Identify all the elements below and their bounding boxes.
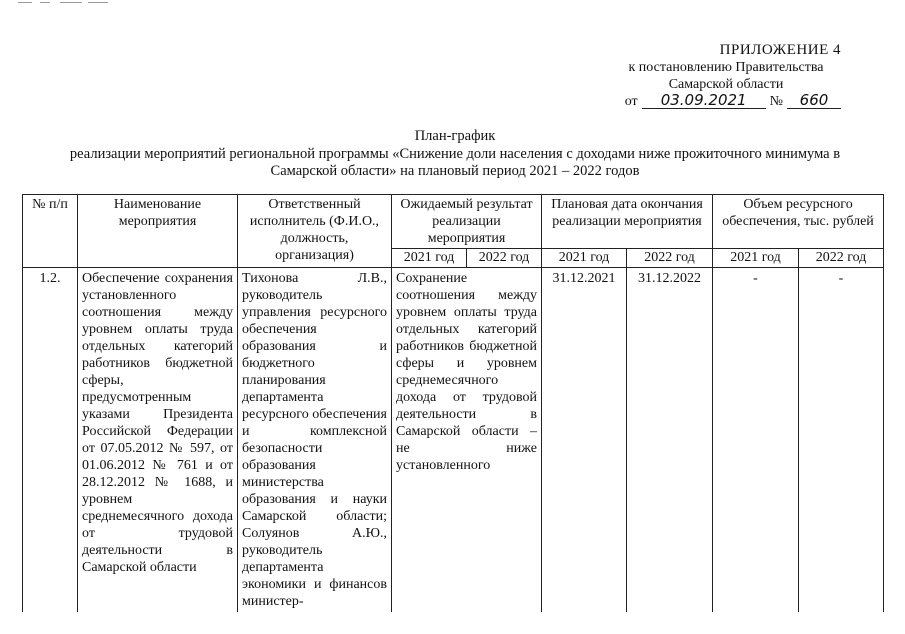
appendix-line-2: Самарской области bbox=[668, 77, 784, 92]
year-result-2022: 2022 год bbox=[467, 249, 542, 268]
appendix-block bbox=[581, 42, 841, 110]
plan-table bbox=[22, 194, 884, 612]
number-label: № bbox=[769, 94, 783, 109]
year-result-2021: 2021 год bbox=[392, 249, 467, 268]
header-responsible: Ответственный исполнитель (Ф.И.О., должность, организация) bbox=[238, 195, 392, 268]
row-result: Сохранение соотношения между уровнем оплаты труда отдельных категорий работников бюджетной сферы и уровнем среднемесячного дохода от трудовой деятельности в Самарской области – не ниже установленного bbox=[392, 268, 542, 613]
table-row bbox=[23, 268, 884, 613]
year-funding-2022: 2022 год bbox=[799, 249, 884, 268]
heading-title: План-график bbox=[414, 128, 496, 144]
header-name: Наименование мероприятия bbox=[78, 195, 238, 268]
row-name: Обеспечение сохранения установленного соотношения между уровнем оплаты труда отдельных категорий работников бюджетной сферы, предусмотренным указами Президента Российской Федерации от 07.05.2012 № 597, от 01.06.2012 № 761 и от 28.12.2012 № 1688, и уровнем среднемесячного дохода от трудовой деятельности в Самарской области bbox=[78, 268, 238, 613]
row-fund-2021: - bbox=[713, 268, 799, 613]
scan-artifact bbox=[18, 0, 118, 6]
year-date-2022: 2022 год bbox=[627, 249, 713, 268]
row-date-2022: 31.12.2022 bbox=[627, 268, 713, 613]
row-num: 1.2. bbox=[23, 268, 78, 613]
row-fund-2022: - bbox=[799, 268, 884, 613]
header-funding: Объем ресурсного обеспечения, тыс. рублей bbox=[713, 195, 884, 249]
header-row bbox=[23, 195, 884, 249]
row-date-2021: 31.12.2021 bbox=[542, 268, 627, 613]
from-label: от bbox=[624, 94, 638, 109]
handwritten-date: 03.09.2021 bbox=[642, 93, 766, 109]
year-funding-2021: 2021 год bbox=[713, 249, 799, 268]
heading-subtitle: реализации мероприятий региональной программы «Снижение доли населения с доходами ниже прожиточного минимума в Самарской области» на плановый период 2021 – 2022 годов bbox=[69, 145, 841, 179]
appendix-date-line bbox=[581, 93, 841, 110]
row-responsible: Тихонова Л.В., руководитель управления ресурсного обеспечения образования и бюджетного планирования департамента ресурсного обеспечения и комплексной безопасности образования министерства образования и науки Самарской области; Солуянов А.Ю., руководитель департамента экономики и финансов министер- bbox=[238, 268, 392, 613]
header-result: Ожидаемый результат реализации мероприятия bbox=[392, 195, 542, 249]
header-date: Плановая дата окончания реализации мероприятия bbox=[542, 195, 713, 249]
year-date-2021: 2021 год bbox=[542, 249, 627, 268]
document-heading bbox=[60, 128, 850, 181]
handwritten-number: 660 bbox=[787, 93, 841, 109]
appendix-title: ПРИЛОЖЕНИЕ 4 bbox=[719, 42, 841, 58]
appendix-line-1: к постановлению Правительства bbox=[628, 60, 824, 75]
header-num: № п/п bbox=[23, 195, 78, 268]
